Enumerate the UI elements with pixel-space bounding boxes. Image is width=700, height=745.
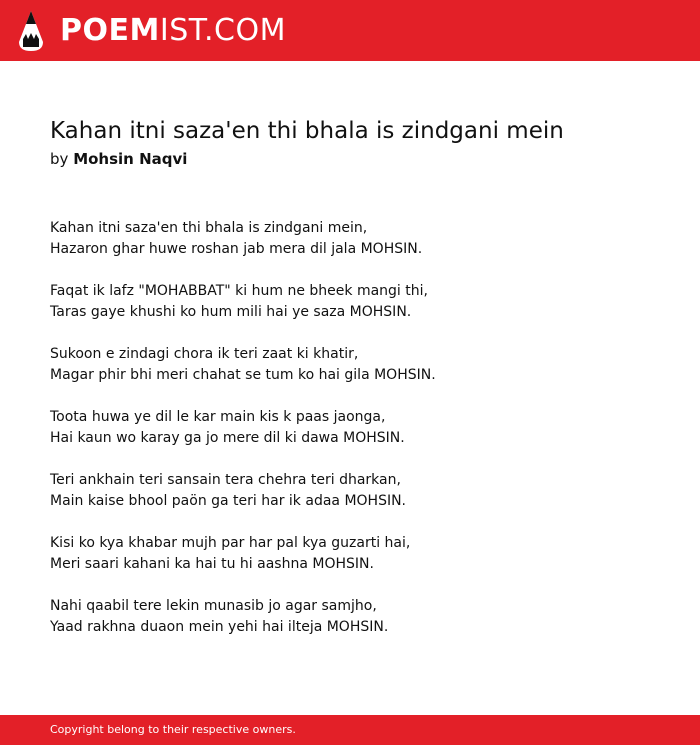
- copyright-notice: Copyright belong to their respective owners.: [50, 723, 296, 736]
- poem-line: Magar phir bhi meri chahat se tum ko hai gila MOHSIN.: [50, 367, 436, 383]
- poem-line: Kahan itni saza'en thi bhala is zindgani mein,: [50, 220, 368, 236]
- poem-stanza: [50, 533, 670, 575]
- logo-wordmark: [60, 10, 286, 52]
- poem-line: Faqat ik lafz "MOHABBAT" ki hum ne bheek mangi thi,: [50, 283, 428, 299]
- poem-title: Kahan itni saza'en thi bhala is zindgani mein: [50, 118, 564, 144]
- byline-prefix: by: [50, 150, 69, 168]
- poem-line: Kisi ko kya khabar mujh par har pal kya guzarti hai,: [50, 535, 411, 551]
- site-header: [0, 0, 700, 61]
- poem-stanza: [50, 281, 670, 323]
- pencil-tip-icon: [18, 10, 44, 52]
- poem-line: Hazaron ghar huwe roshan jab mera dil jala MOHSIN.: [50, 241, 423, 257]
- site-footer: [0, 715, 700, 745]
- poem-body: [50, 218, 670, 659]
- poem-line: Yaad rakhna duaon mein yehi hai ilteja MOHSIN.: [50, 619, 389, 635]
- site-logo-link[interactable]: [18, 10, 286, 52]
- poem-line: Main kaise bhool paön ga teri har ik adaa MOHSIN.: [50, 493, 407, 509]
- poem-line: Taras gaye khushi ko hum mili hai ye saza MOHSIN.: [50, 304, 412, 320]
- logo-wordmark-light: IST.COM: [159, 13, 286, 48]
- poem-line: Teri ankhain teri sansain tera chehra teri dharkan,: [50, 472, 401, 488]
- poem-line: Hai kaun wo karay ga jo mere dil ki dawa MOHSIN.: [50, 430, 405, 446]
- poem-stanza: [50, 344, 670, 386]
- poem-line: Meri saari kahani ka hai tu hi aashna MOHSIN.: [50, 556, 374, 572]
- logo-wordmark-strong: POEM: [60, 13, 160, 48]
- poem-line: Toota huwa ye dil le kar main kis k paas jaonga,: [50, 409, 386, 425]
- poem-line: Sukoon e zindagi chora ik teri zaat ki khatir,: [50, 346, 359, 362]
- poem-stanza: [50, 596, 670, 638]
- poem-byline: [50, 148, 187, 170]
- poem-stanza: [50, 407, 670, 449]
- poem-line: Nahi qaabil tere lekin munasib jo agar samjho,: [50, 598, 377, 614]
- poem-stanza: [50, 218, 670, 260]
- poem-author: Mohsin Naqvi: [73, 150, 188, 168]
- poem-stanza: [50, 470, 670, 512]
